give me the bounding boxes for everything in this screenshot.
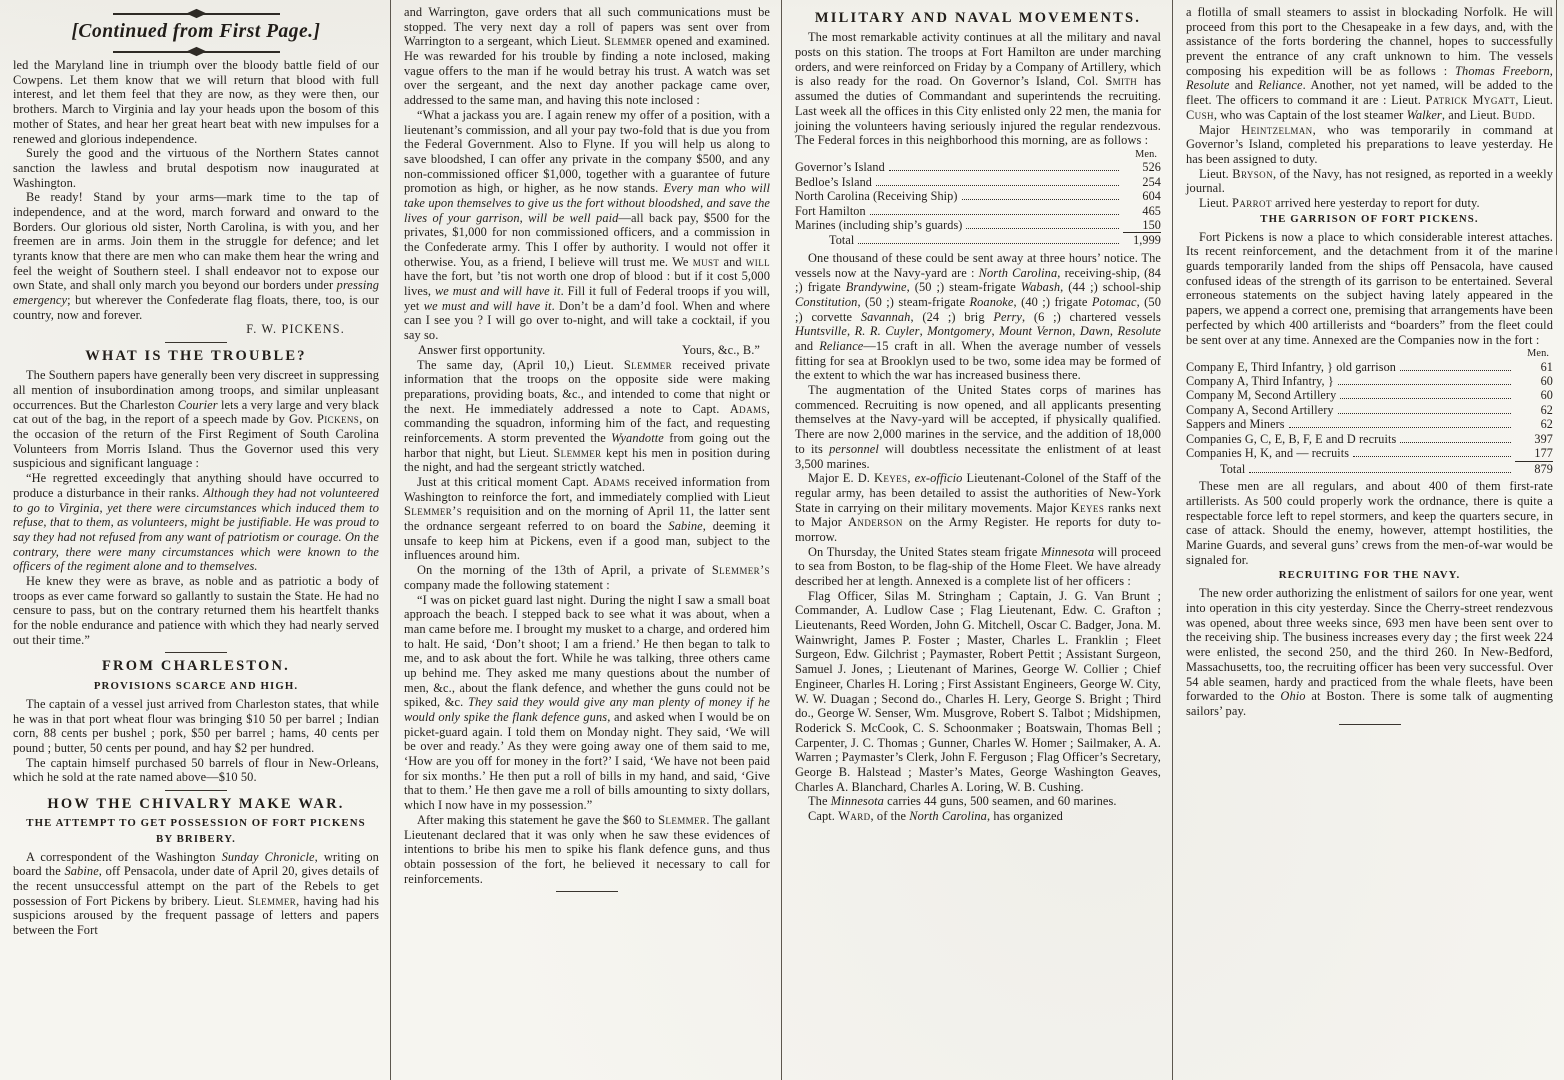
italic-text: Perry [993,309,1023,324]
table-row-label: Company E, Third Infantry, } old garrison [1186,359,1396,374]
article-subheading: THE GARRISON OF FORT PICKENS. [1260,212,1479,225]
italic-text: Walker [1406,107,1442,122]
leader-dots [1353,456,1511,457]
leader-dots [889,170,1119,171]
section-divider [556,891,618,892]
ornament-line [200,13,280,15]
leader-dots [1400,370,1511,371]
small-caps-name: Slemmer [604,34,653,49]
small-caps-name: Adams [593,475,631,489]
italic-text: North Carolina [909,809,987,824]
small-caps-name: Pickens [316,412,360,427]
italic-text: ex-officio [914,471,963,486]
signature: F. W. PICKENS. [246,322,345,337]
small-caps-name: Ward [838,809,871,824]
small-caps-name: Slemmer’s [404,504,463,519]
italic-text: Potomac [1091,294,1137,309]
small-caps-name: Slemmer [623,357,673,372]
section-divider [1339,724,1401,725]
leader-dots [1340,398,1511,399]
leader-dots [1338,384,1511,385]
table-row-label: Bedloe’s Island [795,174,872,189]
paragraph: The most remarkable activity continues at all the military and naval posts on this station. The troops at Fort Hamilton are under marching orders, and were reinforced on Friday by a Company of Artillery, which is also ready for the road. On Governor’s Island, Col. Smith has assumed the duties of Commandant and superintends the recruiting. Last week all the offices in this City enlisted only 22 men, the mania for joining the volunteers having seriously injured the regular rendezvous. The Federal forces in this neighborhood this morning, are as follows : [795,30,1161,148]
leader-dots [962,199,1119,200]
table-row-label: Companies H, K, and — recruits [1186,446,1350,461]
small-caps-name: Keyes [1070,500,1105,515]
table-row [795,160,1161,174]
leader-dots [1338,413,1511,414]
table-total-value: 1,999 [1123,232,1161,247]
ornament-line [200,51,280,53]
italic-text: Sabine [64,864,99,879]
paragraph: Lieut. Bryson, of the Navy, has not resigned, as reported in a weekly journal. [1186,166,1553,196]
column-2 [391,0,782,1080]
leader-dots [876,185,1119,186]
data-table [1186,348,1553,476]
table-total-label: Total [1220,461,1246,476]
paragraph: The Minnesota carries 44 guns, 500 seamen, and 60 marines. [808,794,1117,809]
table-row-label: Sappers and Miners [1186,417,1285,432]
italic-text: Reliance [1258,78,1303,93]
article-heading: HOW THE CHIVALRY MAKE WAR. [47,796,345,812]
italic-text: Reliance [819,339,864,354]
paragraph: The Southern papers have generally been very discreet in suppressing all mention of insubordination among troops, and similar unpleasant occurrences. But the Charleston Courier lets a very large and very black cat out of the bag, in the report of a speech made by Gov. Pickens, on the occasion of the return of the First Regiment of South Carolina Volunteers from Morris Island. Thus the Governor used this very suspicious and significant language : [13,368,379,471]
italic-text: Dawn [1079,324,1110,339]
article-heading: MILITARY AND NAVAL MOVEMENTS. [814,10,1142,26]
italic-text: Thomas Freeborn [1455,63,1550,78]
leader-dots [966,228,1119,229]
italic-text: They said they would give any man plenty of money if he would only spike the flank defence guns [404,695,770,724]
paragraph: led the Maryland line in triumph over the bloody battle field of our Cowpens. Let them know that we will return that blood with full interest, and let them feel that they are now, as they were then, our brothers. March to Virginia and lay your heads upon the bosom of this mother of States, and hear her great heart beat with new impulses for a renewed and glorious independence. [13,58,379,146]
column-3 [782,0,1173,1080]
paragraph: “What a jackass you are. I again renew my offer of a position, with a lieutenant’s commission, and all your pay two-fold that is due you from the Federal Government. Also to Flyne. If you will help us along to save bloodshed, I can offer any private in the company $500, and any non-commissioned officer $1,000, together with a guarantee of future promotion as high, or higher, as he now stands. Every man who will take upon themselves to give us the fort without bloodshed, and save the lives of your garrison, will be well paid—all back pay, $500 for the privates, $1,000 for non commissioned officers, and a commission in the Confederate army. This I offer by authority. I would not offer it otherwise. You, as a friend, I believe will trust me. We must and will have the fort, but ’tis not worth one drop of blood : but if it cost 5,000 lives, we must and will have it. Fill it full of Federal troops if you will, yet we must and will have it. Don’t be a dam’d fool. When and where can I see you ? I will go over to-night, and will take a cocktail, if you say so. [404,107,770,343]
small-caps-name: Keyes [873,471,908,486]
italic-text: Courier [177,397,218,412]
paragraph: A correspondent of the Washington Sunday Chronicle, writing on board the Sabine, off Pensacola, under date of April 20, gives details of the recent unsuccessful attempt on the part of the Rebels to get possession of Fort Pickens by bribery. Lieut. Slemmer, having had his suspicions aroused by the frequent passage of letters and papers between the Fort [13,849,379,938]
italic-text: Minnesota [1040,544,1095,559]
italic-text: pressing emergency [13,278,379,308]
table-row-value: 465 [1142,203,1161,218]
paragraph: He knew they were as brave, as noble and as patriotic a body of troops as ever came forward so gallantly to sustain the State. He had no censure to pass, but on the contrary returned them his heartfelt thanks for the noble endurance and patience with which they had nearly served out their time.” [13,573,379,647]
article-subheading: PROVISIONS SCARCE AND HIGH. [93,679,299,692]
italic-text: personnel [829,441,879,456]
small-caps-name: Slemmer’s [711,563,770,578]
paragraph: On Thursday, the United States steam frigate Minnesota will proceed to sea from Boston, to be flag-ship of the Home Fleet. We have already described her at length. Annexed is a complete list of her officers : [795,544,1162,589]
table-row [1186,446,1553,460]
table-total-row [1186,461,1553,476]
table-row-value: 62 [1540,402,1553,417]
section-divider [165,652,227,653]
table-row-label: Companies G, C, E, B, F, E and D recruits [1186,431,1397,446]
table-row-label: Company A, Second Artillery [1186,402,1334,417]
table-unit-label: Men. [1135,148,1157,160]
paragraph: Just at this critical moment Capt. Adams received information from Washington to reinforce the fort, and immediately complied with Lieut Slemmer’s requisition and on the morning of April 11, the latter sent the ordnance sergeant referred to on board the Sabine, deeming it unsafe to keep him at Pickens, even if a good man, subject to the influences around him. [404,475,771,563]
data-table [795,149,1161,248]
paragraph: The new order authorizing the enlistment of sailors for one year, went into operation in this city yesterday. Since the Cherry-street rendezvous was opened, about three weeks since, 693 men have been sent over to the receiving ship. The business increases every day ; the first week 224 were enlisted, the second 250, and the third 260. In New-Bedford, Massachusetts, too, the recruiting officer has been very successful. Over 54 able seamen, hardy and practiced from the whale fleets, have been forwarded to the Ohio at Boston. There is some talk of augmenting sailors’ pay. [1186,586,1553,718]
table-row [1186,417,1553,431]
page-edge-rule [1556,0,1558,255]
italic-text: Mount Vernon [999,324,1073,339]
table-row-value: 150 [1142,218,1161,233]
table-row-value: 254 [1142,174,1161,189]
small-caps-name: Bryson [1232,166,1273,181]
leader-dots [1400,442,1511,443]
italic-text: Resolute [1186,78,1230,93]
small-caps-name: Smith [1105,74,1138,89]
italic-text: North Carolina [978,265,1058,280]
small-caps-name: must [692,254,720,269]
small-caps-name: Adams [729,401,767,416]
article-subheading: THE ATTEMPT TO GET POSSESSION OF FORT PICKENS BY BRIBERY. [26,817,366,845]
small-caps-name: Parrot [1232,195,1272,210]
table-row [795,204,1161,218]
small-caps-name: Slemmer [553,445,602,460]
table-row-label: Company A, Third Infantry, } [1186,374,1334,388]
table-row-label: Marines (including ship’s guards) [795,218,963,233]
section-divider [165,342,227,343]
table-row [1186,374,1553,388]
paragraph: Fort Pickens is now a place to which considerable interest attaches. Its recent reinforcement, and the detachment from it of the marine guards temporarily landed from the ships off Pensacola, have caused confused ideas of the strength of its garrison to be entertained. Several erroneous statements on the subject having lately appeared in the papers, we append a correct one, premising that arrangements have been perfected by which 400 artillerists and “boarders” from the fleet could be sent over at any time. Annexed are the Companies now in the fort : [1186,229,1553,347]
paragraph: Be ready! Stand by your arms—mark time to the tap of independence, and at the word, march forward and onward to the Borders. Our glorious old sister, North Carolina, is with you, and her freemen are in arms. Join them in the struggle for defence; and let tyrants know that there are men who can make them hear the wring and feel the weight of Southern steel. I shall endeavor not to expose our own State, and shall only march you beyond our borders under pressing emergency; but wherever the Confederate flag floats, there, too, is our country, now and forever. [13,190,379,322]
leader-dots [858,243,1119,244]
table-row [1186,432,1553,446]
table-row-value: 177 [1534,446,1553,461]
paragraph: These men are all regulars, and about 400 of them first-rate artillerists. As 500 could properly work the ordnance, there is quite a respectable force left to repel stormers, and keep the quarters secure, in case of attack. Should the enemy, however, attempt hostilities, the Marine Guards, and several guns’ crews from the men-of-war would be signaled for. [1186,479,1553,567]
ornament-rule [13,9,379,18]
table-row-label: Governor’s Island [795,160,885,175]
italic-text: Sunday Chronicle [221,849,315,864]
italic-text: Although they had not volunteered to go to Virginia, yet there were circumstances which induced them to refuse, that to them, as volunteers, might be justifiable. He was proud to say they had not refused from any want of patriotism or courage. On the contrary, there were many circumstances which were known to the officers of the regiment alone and to themselves. [13,485,379,574]
column-1 [0,0,391,1080]
section-divider [165,790,227,791]
italic-text: Ohio [1280,689,1306,704]
paragraph: The augmentation of the United States corps of marines has commenced. Recruiting is now opened, and all applicants presenting themselves at the Navy-yard will be accepted, if physically qualified. There are now 2,000 marines in the service, and the addition of 18,000 to its personnel will doubtless necessitate the enlistment of at least 3,500 marines. [795,383,1161,471]
small-caps-name: Anderson [848,515,903,530]
leader-dots [1289,427,1511,428]
ornament-line [113,51,193,53]
paragraph: The captain of a vessel just arrived from Charleston states, that while he was in that port wheat flour was bringing $10 50 per barrel ; Indian corn, 88 cents per bushel ; pork, $50 per barrel ; hams, 40 cents per pound ; butter, 50 cents per pound, and hay $2 per hundred. [13,696,379,755]
table-unit-label: Men. [1527,348,1549,360]
table-row-label: Company M, Second Artillery [1186,388,1337,403]
ornament-line [113,13,193,15]
table-row [795,189,1161,203]
table-row-value: 604 [1142,189,1161,204]
paragraph: Capt. Ward, of the North Carolina, has organized [808,809,1063,824]
italic-text: Wyandotte [611,430,664,445]
paragraph: “He regretted exceedingly that anything should have occurred to produce a disturbance in their ranks. Although they had not volunteered to go to Virginia, yet there were circumstances which induced them to refuse, that to them, as volunteers, might be justifiable. He was proud to say they had not refused from any want of patriotism or courage. On the contrary, there were many circumstances which were known to the officers of the regiment alone and to themselves. [13,471,379,574]
article-subheading: RECRUITING FOR THE NAVY. [1278,569,1461,582]
paragraph: One thousand of these could be sent away at three hours’ notice. The vessels now at the Navy-yard are : North Carolina, receiving-ship, (84 ;) frigate Brandywine, (50 ;) steam-frigate Wabash, (44 ;) school-ship Constitution, (50 ;) steam-frigate Roanoke, (40 ;) frigate Potomac, (50 ;) corvette Savannah, (24 ;) brig Perry, (6 ;) chartered vessels Huntsville, R. R. Cuyler, Montgomery, Mount Vernon, Dawn, Resolute and Reliance—15 craft in all. When the average number of vessels fitting for sea at Brooklyn used to be two, some idea may be formed of the extent to which the war has increased business there. [795,250,1162,383]
table-row-label: Fort Hamilton [795,203,866,218]
italic-text: Huntsville [795,324,847,339]
italic-text: Every man who will take upon themselves to give us the fort without bloodshed, and save the lives of your garrison, will be well paid [404,181,770,225]
article-heading: FROM CHARLESTON. [101,658,290,675]
table-total-row [795,232,1161,247]
italic-text: Wabash [1020,280,1061,295]
table-row [1186,360,1553,374]
small-caps-name: Slemmer [658,812,707,827]
table-row [1186,388,1553,402]
paragraph: After making this statement he gave the $60 to Slemmer. The gallant Lieutenant declared that it was only when he saw these evidences of intentions to bribe his men to spike his flank defence guns, and thus obtain possession of the fort, he believed it necessary to call for reinforcements. [404,812,770,886]
small-caps-name: Slemmer [247,893,297,908]
small-caps-name: will [745,254,770,269]
continued-from-first-page-label: [Continued from First Page.] [71,21,321,42]
paragraph: Flag Officer, Silas M. Stringham ; Captain, J. G. Van Brunt ; Commander, A. Ludlow Case ; Flag Lieutenant, Edw. C. Grafton ; Lieutenants, Reed Worden, John G. Mitchell, Oscar C. Badger, Jona. M. Wainwright, James P. Foster ; Master, Charles L. Franklin ; Fleet Surgeon, Edw. Gilchrist ; Paymaster, Robert Pettit ; Assistant Surgeon, Samuel J. Jones, ; Lieutenant of Marines, George W. Collier ; Chief Engineer, Charles H. Loring ; First Assistant Engineers, George W. City, W. W. Duagan ; Second do., Charles H. Lery, George S. Bright ; Third do., George W. Senser, Wm. Musgrove, Robert S. Talbot ; Midshipmen, Roderick S. McCook, C. S. Schoonmaker ; Boatswain, Thomas Bell ; Carpenter, J. C. Thomas ; Gunner, Charles W. Homer ; Sailmaker, A. A. Warren ; Paymaster’s Clerk, John F. Ferguson ; Flag Officer’s Secretary, George B. Halstead ; Master’s Mates, George Washington Geaves, Charles A. Blanchard, Charles A. Loring, W. B. Cushing. [795,588,1161,794]
paragraph: and Warrington, gave orders that all such communications must be stopped. The very next day a roll of papers was sent over from Warrington to a sergeant, which Lieut. Slemmer opened and examined. He was rewarded for his trouble by finding a note inclosed, making vague offers to the man if he would betray his trust. A watch was set over the sergeant, and the next day another package came over, addressed to the same man, and having this note inclosed : [404,5,770,108]
paragraph: Lieut. Parrot arrived here yesterday to report for duty. [1199,195,1480,210]
small-caps-name: Heintzelman [1241,122,1313,137]
paragraph: The captain himself purchased 50 barrels of flour in New-Orleans, which he sold at the rate named above—$10 50. [13,755,379,785]
italic-text: Minnesota [830,794,884,809]
table-total-label: Total [829,233,855,248]
paragraph: The same day, (April 10,) Lieut. Slemmer received private information that the troops on the opposite side were making preparations, providing boats, &c., and intended to come that night or the next. He immediately addressed a note to Capt. Adams, commanding the squadron, informing him of the fact, and requesting reinforcements. A storm prevented the Wyandotte from going out the harbor that night, but Lieut. Slemmer kept his men in position during the night, and had the sergeant strictly watched. [404,357,771,475]
attribution-right: Yours, &c., B.” [681,342,760,357]
attribution-left: Answer first opportunity. [418,342,546,357]
italic-text: Montgomery [927,324,992,339]
italic-text: Sabine [668,519,703,534]
table-row [795,175,1161,189]
italic-text: we must and will have it [423,298,552,313]
ornament-diamond [186,9,206,18]
paragraph: On the morning of the 13th of April, a private of Slemmer’s company made the following statement : [404,563,770,592]
paragraph: Surely the good and the virtuous of the Northern States cannot sanction the lawless and brutal despotism now inaugurated at Washington. [13,146,379,190]
table-row-value: 526 [1142,160,1161,175]
small-caps-name: Patrick Mygatt [1425,93,1516,108]
table-total-value: 879 [1515,461,1553,476]
table-row-value: 60 [1540,374,1553,388]
table-row-value: 62 [1540,417,1553,432]
italic-text: Constitution [795,294,858,309]
leader-dots [1249,472,1511,473]
table-row [1186,403,1553,417]
italic-text: Resolute [1117,324,1162,339]
ornament-rule [13,47,379,56]
table-row-value: 60 [1540,388,1553,403]
italic-text: R. R. Cuyler [854,324,920,339]
column-4 [1173,0,1564,1080]
leader-dots [870,214,1119,215]
table-row-value: 397 [1534,431,1553,446]
italic-text: Savannah [860,309,911,324]
ornament-diamond [186,47,206,56]
italic-text: Brandywine [845,280,907,295]
paragraph: “I was on picket guard last night. During the night I saw a small boat approach the beach. I stepped back to see what it was about, when a man came before me. I brought my musket to a charge, and ordered him to halt. He said, ‘Don’t shoot; I am a friend.’ He then began to talk to me, and to ask about the fort. While he was talking, three others came up behind me. They asked me many questions about the number of men, &c., about the flank defence, and whether the guns could not be spiked, &c. They said they would give any man plenty of money if he would only spike the flank defence guns, and asked when I would be on picket-guard again. I told them on Monday night. They said, ‘We will be over and ready.’ As they were going away one of them said to me, ‘How are you off for money in the fort?’ I said, ‘We have not been paid for six months.’ He then put a roll of bills in my hand, and said, ‘Give that to them.’ He then gave me a roll of bills amounting to sixty dollars, which I now have in my possession.” [404,592,770,813]
italic-text: we must and will have it [434,284,561,299]
small-caps-name: Cush [1186,107,1214,122]
table-row-label: North Carolina (Receiving Ship) [795,189,958,204]
table-row [795,218,1161,232]
paragraph: a flotilla of small steamers to assist in blockading Norfolk. He will proceed from this port to the Chesapeake in a few days, and, with the assistance of the forts bordering the channel, hopes to successfully prevent the entrance of any craft unknown to him. The vessels composing his expedition will be as follows : Thomas Freeborn, Resolute and Reliance. Another, not yet named, will be added to the fleet. The officers to command it are : Lieut. Patrick Mygatt, Lieut. Cush, who was Captain of the lost steamer Walker, and Lieut. Budd. [1186,5,1553,122]
article-heading: WHAT IS THE TROUBLE? [85,347,307,364]
italic-text: Roanoke [969,294,1014,309]
small-caps-name: Budd [1502,107,1533,122]
table-row-value: 61 [1540,359,1553,374]
attribution-line [404,343,770,358]
paragraph: Major Heintzelman, who was temporarily in command at Governor’s Island, completed his preparations to leave yesterday. He has been assigned to duty. [1186,122,1553,166]
paragraph: Major E. D. Keyes, ex-officio Lieutenant-Colonel of the Staff of the regular army, has been detailed to assist the authorities of New-York State in carrying on their military movements. Major Keyes ranks next to Major Anderson on the Army Register. He reports for duty to-morrow. [795,471,1162,544]
